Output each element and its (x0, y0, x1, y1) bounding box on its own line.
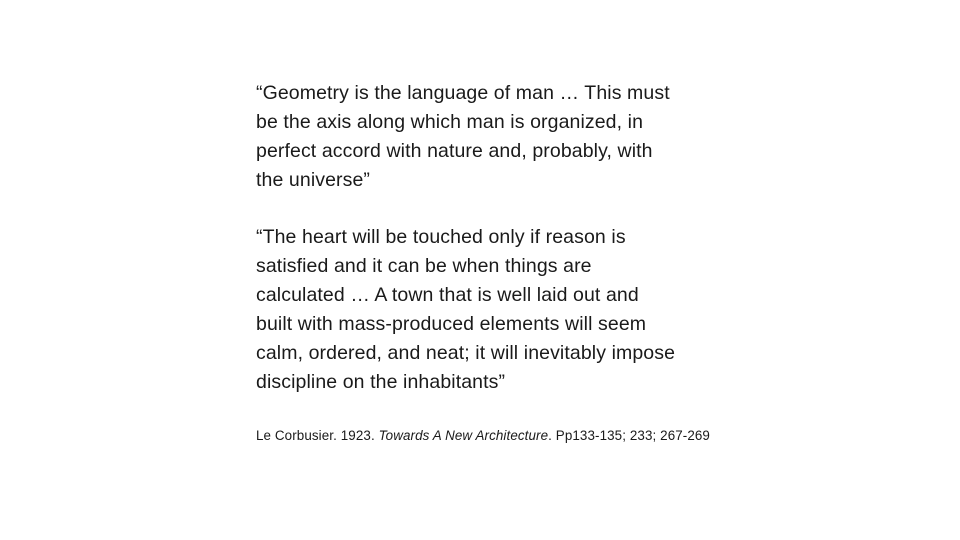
citation (256, 425, 726, 447)
quote-geometry: “Geometry is the language of man … This must be the axis along which man is organized, in perfect accord with nature and, probably, with the universe” (256, 82, 670, 191)
citation-author-year: Le Corbusier. 1923. (256, 428, 379, 443)
quote-heart: “The heart will be touched only if reason is satisfied and it can be when things are calculated … A town that is well laid out and built with mass-produced elements will seem calm, ordered, and neat; it will inevitably impose discipline on the inhabitants” (256, 226, 676, 393)
citation-pages: . Pp133-135; 233; 267-269 (548, 428, 710, 443)
citation-book-title: Towards A New Architecture (378, 428, 549, 443)
